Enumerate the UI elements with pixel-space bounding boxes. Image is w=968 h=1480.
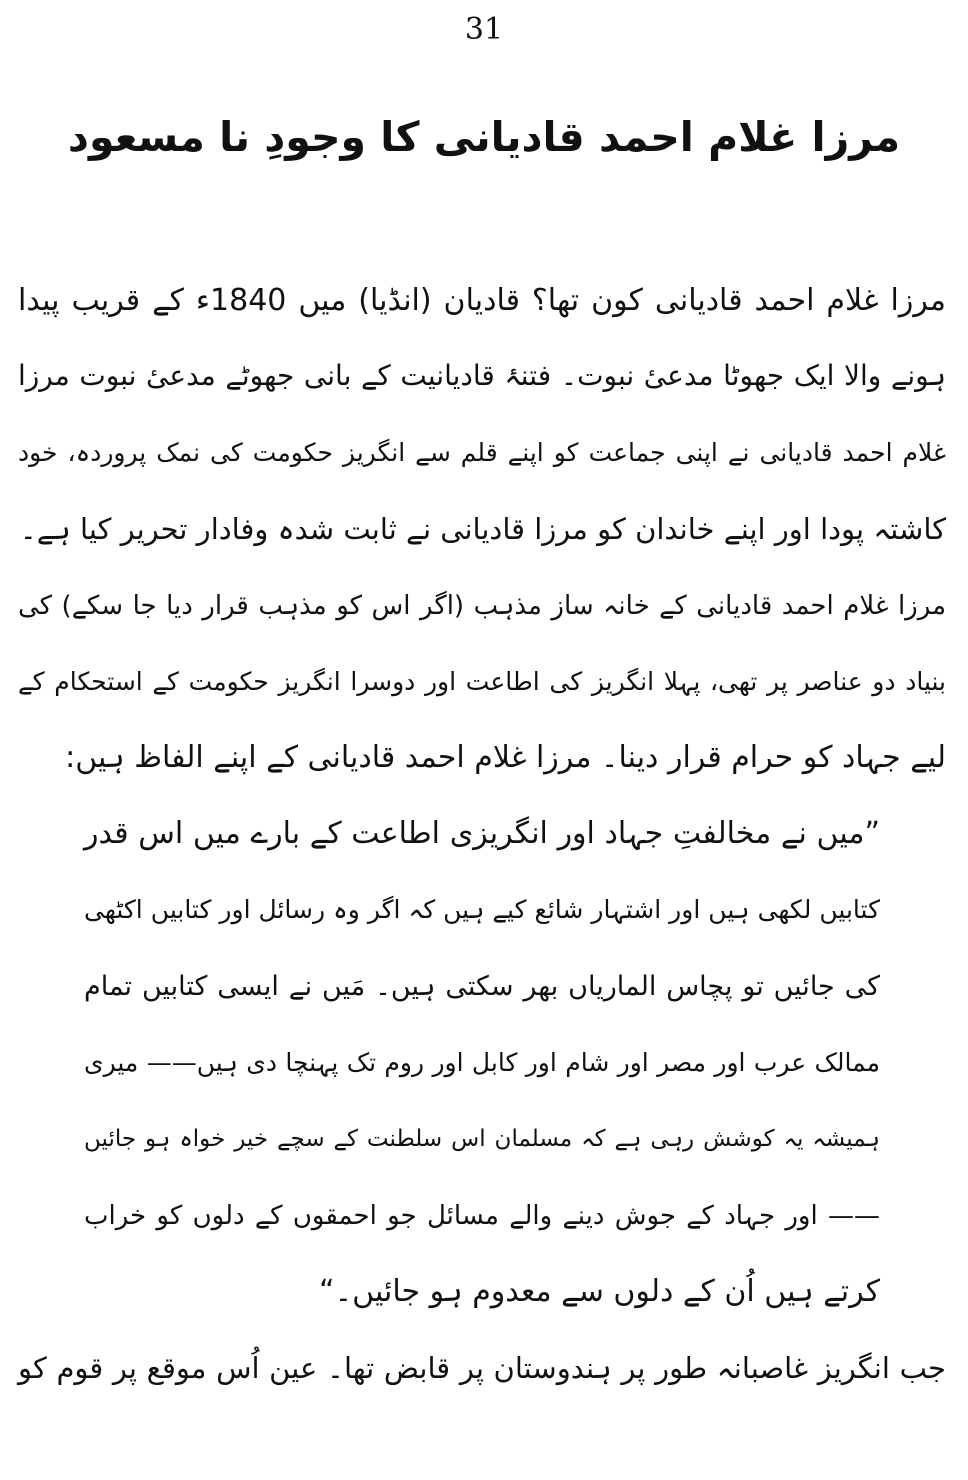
paragraph-3-line-1: جب انگریز غاصبانہ طور پر ہندوستان پر قابض تھا۔ عین اُس موقع پر قوم کو — [18, 1351, 946, 1385]
paragraph-2-line-1: مرزا غلام احمد قادیانی کے خانہ ساز مذہب (اگر اس کو مذہب قرار دیا جا سکے) کی — [18, 591, 946, 621]
page-number: 31 — [464, 12, 504, 47]
paragraph-1-line-4: کاشتہ پودا اور اپنے خاندان کو مرزا قادیانی نے ثابت شدہ وفادار تحریر کیا ہے۔ — [19, 512, 946, 546]
quote-line-2: کتابیں لکھی ہیں اور اشتہار شائع کیے ہیں کہ اگر وہ رسائل اور کتابیں اکٹھی — [84, 895, 880, 924]
quote-line-4: ممالک عرب اور مصر اور شام اور کابل اور روم تک پہنچا دی ہیں—— میری — [84, 1048, 880, 1077]
paragraph-1-line-3: غلام احمد قادیانی نے اپنی جماعت کو اپنے قلم سے انگریز حکومت کی نمک پروردہ، خود — [18, 438, 946, 467]
quote-line-5: ہمیشہ یہ کوشش رہی ہے کہ مسلمان اس سلطنت کے سچے خیر خواہ ہو جائیں — [84, 1126, 880, 1152]
paragraph-1-line-2: ہونے والا ایک جھوٹا مدعیٔ نبوت۔ فتنۂ قادیانیت کے بانی جھوٹے مدعیٔ نبوت مرزا — [18, 359, 946, 392]
paragraph-2-line-2: بنیاد دو عناصر پر تھی، پہلا انگریز کی اطاعت اور دوسرا انگریز حکومت کے استحکام کے — [18, 667, 946, 696]
quote-line-3: کی جائیں تو پچاس الماریاں بھر سکتی ہیں۔ مَیں نے ایسی کتابیں تمام — [84, 971, 880, 1002]
paragraph-1-line-1: مرزا غلام احمد قادیانی کون تھا؟ قادیان (انڈیا) میں 1840ء کے قریب پیدا — [18, 283, 946, 318]
page-title: مرزا غلام احمد قادیانی کا وجودِ نا مسعود — [67, 113, 901, 161]
quote-line-7: کرتے ہیں اُن کے دلوں سے معدوم ہو جائیں۔“ — [319, 1274, 880, 1309]
quote-line-1: ”میں نے مخالفتِ جہاد اور انگریزی اطاعت کے بارے میں اس قدر — [84, 816, 880, 851]
quote-line-6: —— اور جہاد کے جوش دینے والے مسائل جو احمقوں کے دلوں کو خراب — [84, 1201, 880, 1231]
paragraph-2-line-3: لیے جہاد کو حرام قرار دینا۔ مرزا غلام احمد قادیانی کے اپنے الفاظ ہیں: — [65, 740, 946, 775]
